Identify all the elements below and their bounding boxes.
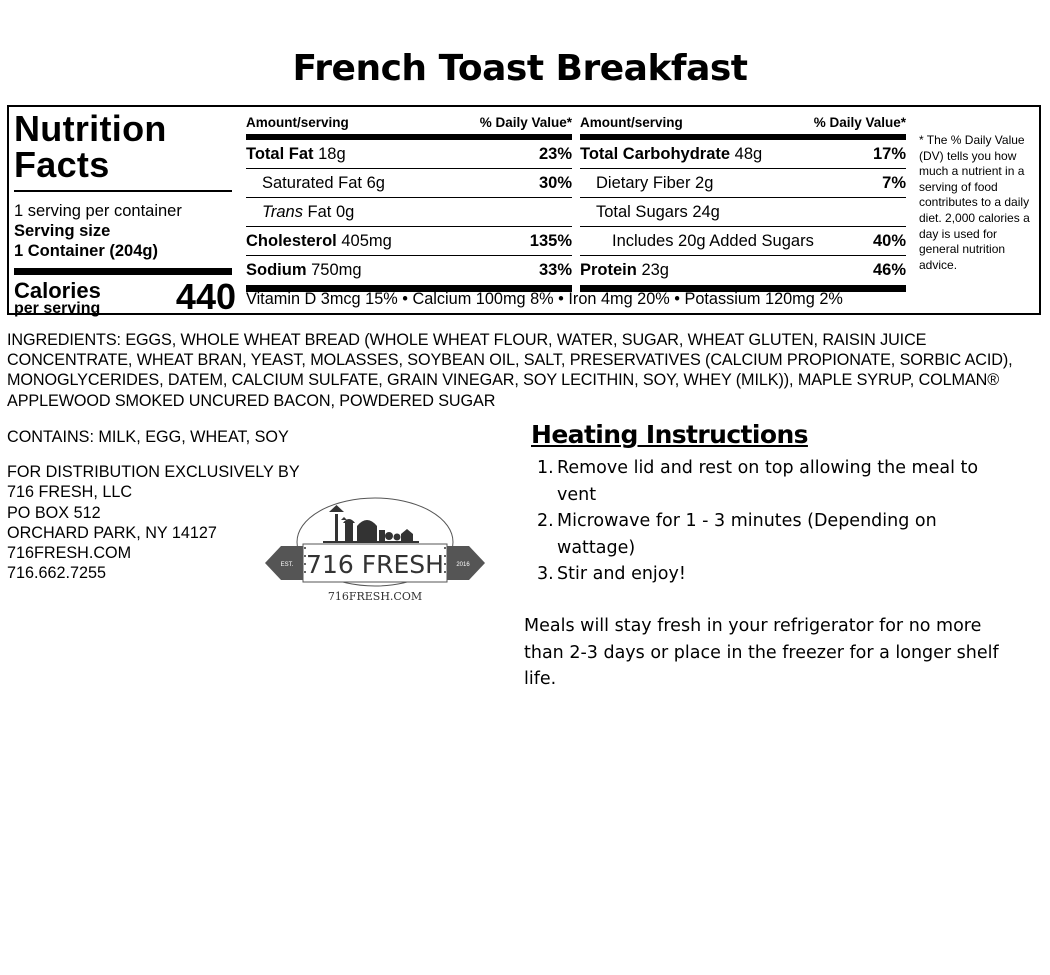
- calories-value: 440: [175, 275, 236, 317]
- column-header: Amount/serving % Daily Value*: [246, 115, 572, 130]
- nutrient-row-dietary-fiber: Dietary Fiber 2g 7%: [580, 169, 906, 198]
- calories-row: [14, 275, 236, 319]
- distributor-line: 716.662.7255: [7, 564, 107, 583]
- logo-url: 716FRESH.COM: [327, 590, 423, 603]
- nutrient-column-right: [580, 115, 906, 292]
- thick-divider: [14, 268, 232, 275]
- nutrient-row-saturated-fat: Saturated Fat 6g 30%: [246, 169, 572, 198]
- serving-size-label: Serving size: [14, 221, 111, 240]
- nutrient-row-total-carbohydrate: Total Carbohydrate 48g 17%: [580, 140, 906, 169]
- heating-step: 2. Microwave for 1 - 3 minutes (Depending on wattage): [537, 511, 937, 558]
- vitamins-minerals: Vitamin D 3mcg 15% • Calcium 100mg 8% • Iron 4mg 20% • Potassium 120mg 2%: [246, 290, 843, 308]
- nutrition-facts-label: [7, 105, 1041, 315]
- distributor-line: 716FRESH.COM: [7, 544, 132, 563]
- 716-fresh-logo: [263, 496, 487, 606]
- ingredients-list: INGREDIENTS: EGGS, WHOLE WHEAT BREAD (WHOLE WHEAT FLOUR, WATER, SUGAR, WHEAT GLUTEN, RAISIN JUICE CONCENTRATE, WHEAT BRAN, YEAST, MOLASSES, SOYBEAN OIL, SALT, PRESERVATIVES (CALCIUM PROPIONATE, SORBIC ACID), MONOGLYCERIDES, DATEM, CALCIUM SULFATE, GRAIN VINEGAR, SOY LECITHIN, SOY, WHEY (MILK)), MAPLE SYRUP, COLMAN® APPLEWOOD SMOKED UNCURED BACON, POWDERED SUGAR: [7, 331, 1013, 410]
- nutrient-row-added-sugars: Includes 20g Added Sugars 40%: [580, 227, 906, 256]
- nutrient-row-total-sugars: Total Sugars 24g: [580, 198, 906, 227]
- nutrition-summary: [14, 108, 236, 319]
- nutrient-row-cholesterol: Cholesterol 405mg 135%: [246, 227, 572, 256]
- nutrient-row-protein: Protein 23g 46%: [580, 261, 906, 279]
- distributor-line: FOR DISTRIBUTION EXCLUSIVELY BY: [7, 463, 300, 481]
- serving-size-value: 1 Container (204g): [14, 241, 158, 260]
- logo-est: EST.: [280, 562, 294, 568]
- distributor-info: [7, 462, 300, 584]
- nutrient-row-total-fat: Total Fat 18g 23%: [246, 140, 572, 169]
- column-header: Amount/serving % Daily Value*: [580, 115, 906, 130]
- distributor-line: 716 FRESH, LLC: [7, 483, 133, 502]
- heating-instructions-title: Heating Instructions: [531, 420, 808, 449]
- servings-per-container: 1 serving per container: [14, 201, 182, 220]
- heating-steps: [537, 455, 997, 588]
- nutrient-row-trans-fat: Trans Fat 0g: [246, 198, 572, 227]
- nutrient-column-left: [246, 115, 572, 292]
- calories-label: Calories: [14, 277, 101, 303]
- page-title: French Toast Breakfast: [292, 48, 748, 89]
- logo-wordmark: 716 FRESH: [306, 550, 444, 579]
- nutrient-row-sodium: Sodium 750mg 33%: [246, 261, 572, 279]
- divider: [14, 190, 232, 192]
- daily-value-footnote: * The % Daily Value (DV) tells you how much a nutrient in a serving of food contributes to a daily diet. 2,000 calories a day is used for general nutrition advice.: [919, 133, 1030, 272]
- heating-step: 3. Stir and enjoy!: [537, 564, 686, 584]
- calories-sub: per serving: [14, 299, 101, 317]
- allergen-statement: CONTAINS: MILK, EGG, WHEAT, SOY: [7, 428, 289, 446]
- distributor-line: ORCHARD PARK, NY 14127: [7, 523, 217, 542]
- heating-step: 1. Remove lid and rest on top allowing the meal to vent: [537, 458, 979, 505]
- distributor-line: PO BOX 512: [7, 503, 101, 522]
- storage-note: Meals will stay fresh in your refrigerator for no more than 2-3 days or place in the freezer for a longer shelf life.: [524, 616, 999, 689]
- nutrition-heading: Nutrition Facts: [14, 108, 167, 185]
- logo-year: 2016: [456, 562, 470, 568]
